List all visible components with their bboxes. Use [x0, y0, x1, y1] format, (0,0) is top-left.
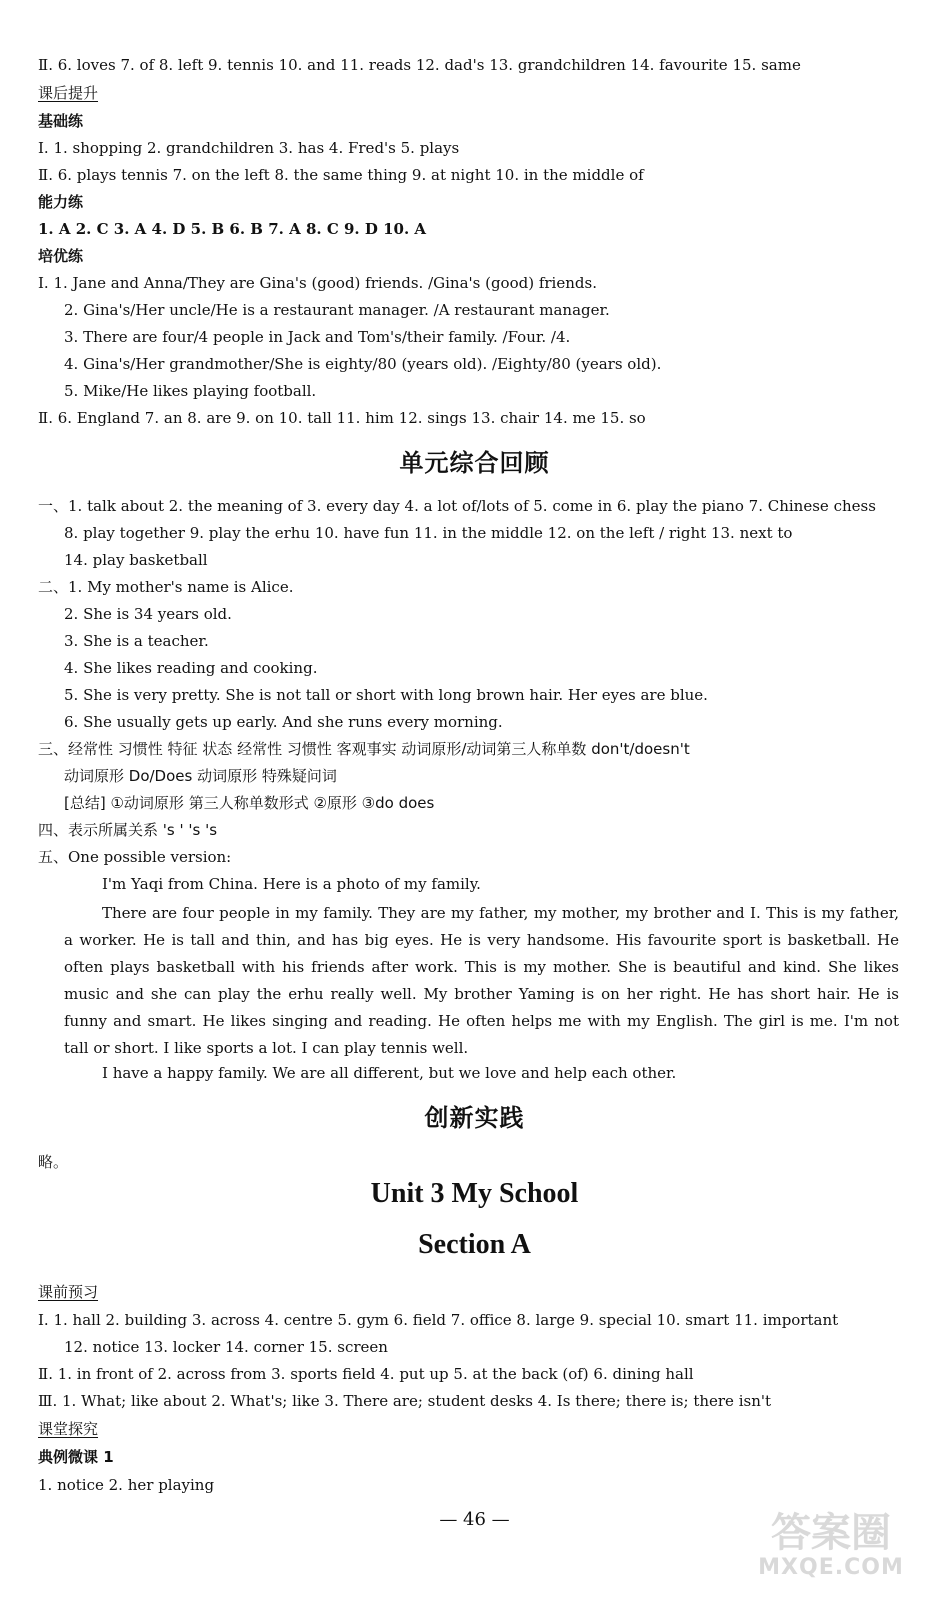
text-line: 6. She usually gets up early. And she runs every morning.: [64, 713, 503, 731]
essay-paragraph: There are four people in my family. They are my father, my mother, my brother and I. This is my father, a worker. He is tall and thin, and has big eyes. He is very handsome. His favourite sport is basketball. He often plays basketball with his friends after work. This is my mother. She is beautiful and kind. She likes music and she can play the erhu really well. My brother Yaming is on her right. He has short hair. He is funny and smart. He likes singing and reading. He often helps me with my English. The girl is me. I'm not tall or short. I like sports a lot. I can play tennis well.: [64, 904, 899, 1057]
section-label: 课堂探究: [38, 1420, 99, 1438]
text-line: 动词原形 Do/Does 动词原形 特殊疑问词: [64, 767, 337, 785]
text-line: Ⅱ. 6. plays tennis 7. on the left 8. the same thing 9. at night 10. in the middle of: [38, 166, 644, 184]
text-line: 1. notice 2. her playing: [38, 1476, 215, 1494]
subsection-label: 基础练: [38, 112, 84, 130]
heading-unit-review: 单元综合回顾: [399, 449, 550, 477]
section-label: 课前预习: [38, 1283, 99, 1301]
text-line: 略。: [38, 1153, 69, 1171]
text-line: 3. There are four/4 people in Jack and Tom's/their family. /Four. /4.: [64, 328, 571, 346]
watermark-text-en: MXQE.COM: [758, 1555, 904, 1580]
essay-paragraph: I have a happy family. We are all different, but we love and help each other.: [102, 1064, 677, 1082]
section-label: 课后提升: [38, 84, 99, 102]
text-line: Ⅱ. 1. in front of 2. across from 3. sports field 4. put up 5. at the back (of) 6. dining hall: [38, 1365, 694, 1383]
text-line: Ⅱ. 6. loves 7. of 8. left 9. tennis 10. and 11. reads 12. dad's 13. grandchildren 14. favourite 15. same: [38, 56, 801, 74]
text-line: 4. She likes reading and cooking.: [64, 659, 318, 677]
text-line: Ⅱ. 6. England 7. an 8. are 9. on 10. tall 11. him 12. sings 13. chair 14. me 15. so: [38, 409, 646, 427]
essay-paragraph: I'm Yaqi from China. Here is a photo of my family.: [102, 875, 481, 893]
subsection-label: 能力练: [38, 193, 84, 211]
text-line: Ⅰ. 1. hall 2. building 3. across 4. centre 5. gym 6. field 7. office 8. large 9. special 10. smart 11. important: [38, 1311, 839, 1329]
heading-innovation-practice: 创新实践: [424, 1104, 525, 1132]
page-number: — 46 —: [439, 1509, 510, 1530]
summary-line: [总结] ①动词原形 第三人称单数形式 ②原形 ③do does: [64, 794, 435, 812]
watermark-text-cn: 答案圈: [771, 1510, 891, 1556]
text-line: 四、表示所属关系 's ' 's 's: [38, 821, 218, 839]
text-line: 二、1. My mother's name is Alice.: [38, 578, 294, 596]
text-line: 3. She is a teacher.: [64, 632, 209, 650]
text-line: 5. She is very pretty. She is not tall or short with long brown hair. Her eyes are blue.: [64, 686, 708, 704]
unit-title: Unit 3 My School: [370, 1178, 579, 1209]
text-line: 12. notice 13. locker 14. corner 15. screen: [64, 1338, 388, 1356]
watermark-logo: [731, 1511, 931, 1591]
text-line: 14. play basketball: [64, 551, 208, 569]
text-line: 2. Gina's/Her uncle/He is a restaurant manager. /A restaurant manager.: [64, 301, 610, 319]
text-line: Ⅰ. 1. shopping 2. grandchildren 3. has 4. Fred's 5. plays: [38, 139, 460, 157]
text-line: 4. Gina's/Her grandmother/She is eighty/80 (years old). /Eighty/80 (years old).: [64, 355, 662, 373]
text-line: Ⅰ. 1. Jane and Anna/They are Gina's (good) friends. /Gina's (good) friends.: [38, 274, 597, 292]
text-line: 2. She is 34 years old.: [64, 605, 232, 623]
text-line: 五、One possible version:: [38, 848, 232, 866]
subsection-label: 培优练: [38, 247, 84, 265]
text-line: 1. A 2. C 3. A 4. D 5. B 6. B 7. A 8. C 9. D 10. A: [38, 220, 427, 238]
subsection-label: 典例微课 1: [38, 1448, 114, 1466]
text-line: 一、1. talk about 2. the meaning of 3. every day 4. a lot of/lots of 5. come in 6. play the piano 7. Chinese chess: [38, 497, 876, 515]
text-line: 三、经常性 习惯性 特征 状态 经常性 习惯性 客观事实 动词原形/动词第三人称单数 don't/doesn't: [38, 740, 690, 758]
text-line: 5. Mike/He likes playing football.: [64, 382, 317, 400]
text-line: Ⅲ. 1. What; like about 2. What's; like 3. There are; student desks 4. Is there; there is; there isn't: [38, 1392, 772, 1410]
text-line: 8. play together 9. play the erhu 10. have fun 11. in the middle 12. on the left / right 13. next to: [64, 524, 793, 542]
section-title: Section A: [418, 1229, 531, 1260]
